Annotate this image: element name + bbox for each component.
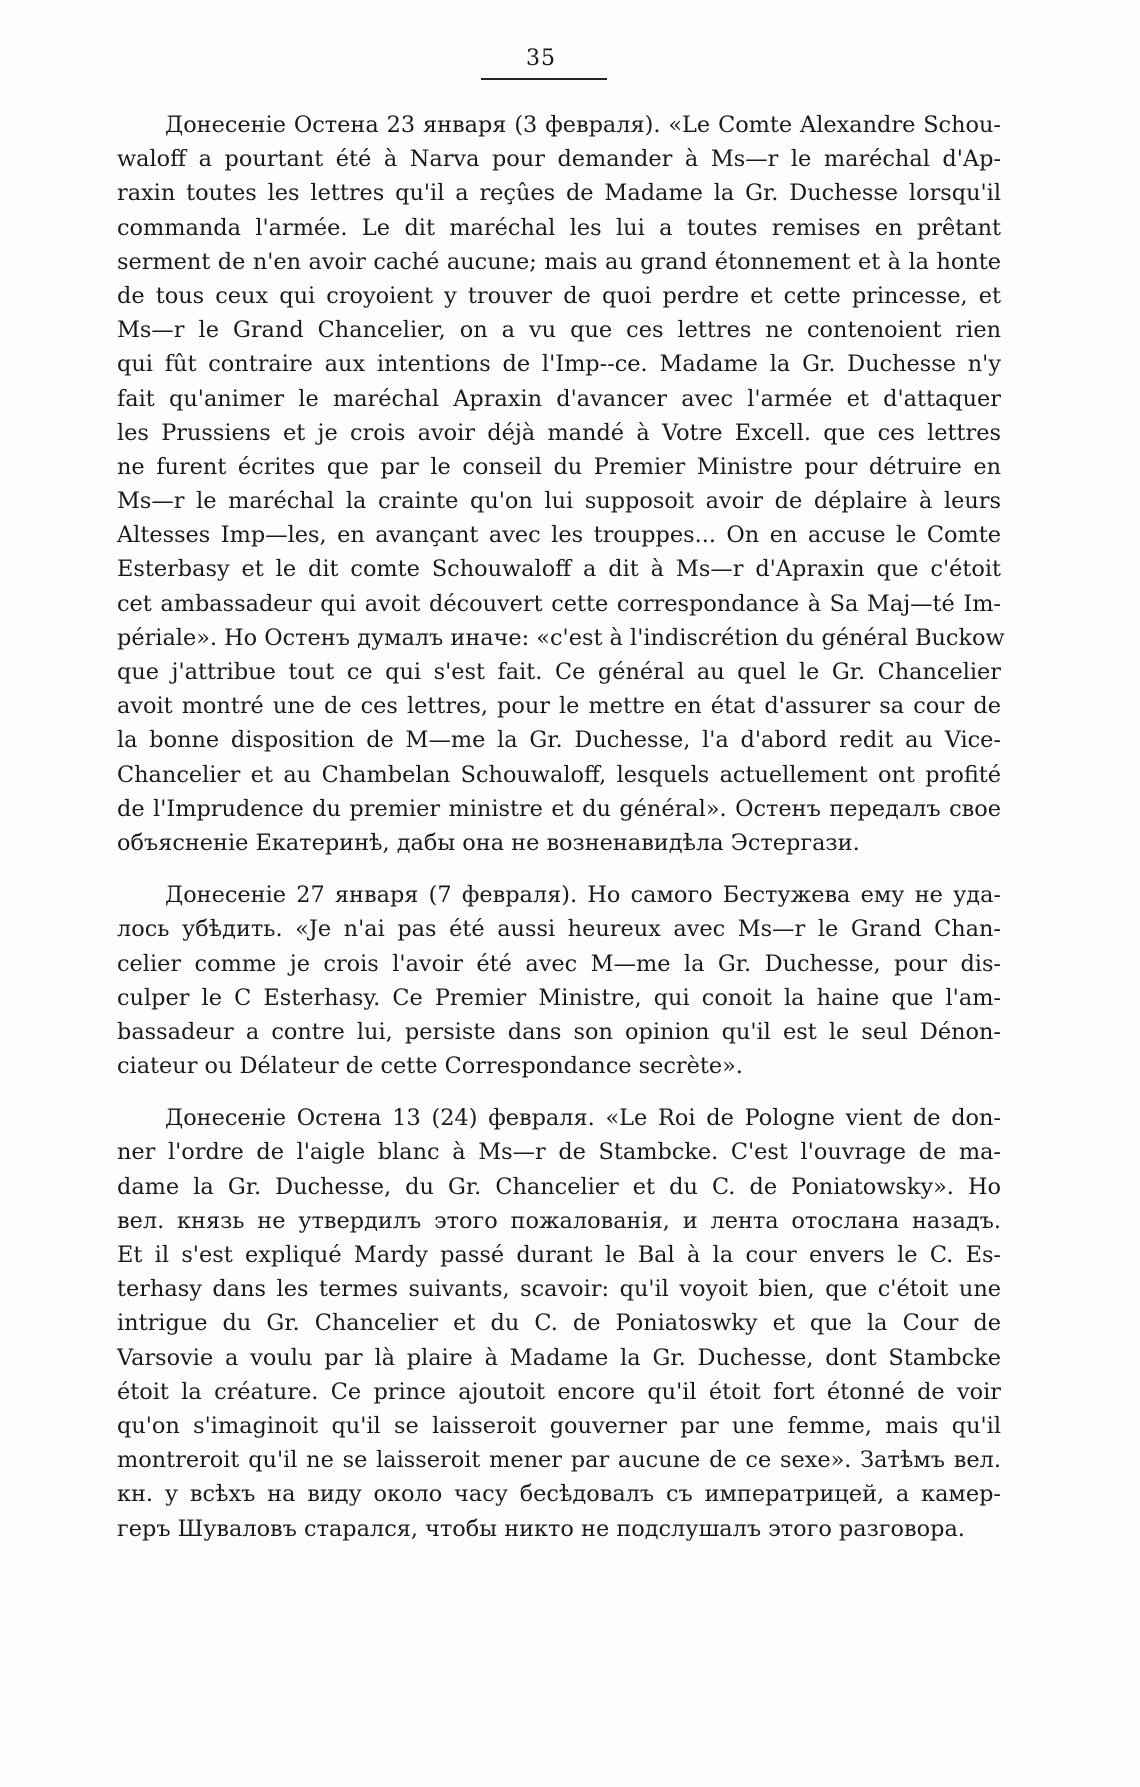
text-line: de tous ceux qui croyoient y trouver de quoi perdre et cette princesse, et — [117, 282, 1001, 309]
paragraph-gap — [117, 1083, 1001, 1101]
text-line: que j'attribue tout ce qui s'est fait. Ce général au quel le Gr. Chancelier — [117, 659, 1001, 685]
text-line: montreroit qu'il ne se laisseroit mener par aucune de ce sexe». Затѣмъ вел. — [117, 1447, 1001, 1474]
text-line: Ms—r le Grand Chancelier, on a vu que ces lettres ne contenoient rien — [117, 317, 1001, 344]
text-line: intrigue du Gr. Chancelier et du C. de Poniatoswky et que la Cour de — [117, 1310, 1001, 1337]
text-line: Донесеніе Остена 23 января (3 февраля). «Le Comte Alexandre Schou- — [165, 112, 1001, 138]
text-line: Донесеніе 27 января (7 февраля). Но самого Бестужева ему не уда- — [165, 882, 1001, 909]
paragraph-jan-27 — [117, 878, 1001, 1083]
text-line: raxin toutes les lettres qu'il a reçûes de Madame la Gr. Duchesse lorsqu'il — [117, 180, 1001, 207]
text-line: culper le C Esterhasy. Ce Premier Ministre, qui conoit la haine que l'am- — [117, 984, 1001, 1011]
text-line: périale». Но Остенъ думалъ иначе: «c'est à l'indiscrétion du général Buckow — [117, 624, 1005, 651]
text-line: Chancelier et au Chambelan Schouwaloff, lesquels actuellement ont profité — [117, 761, 1001, 788]
text-line: геръ Шуваловъ старался, чтобы никто не подслушалъ этого разговора. — [117, 1515, 965, 1542]
text-line: Altesses Imp—les, en avançant avec les trouppes... On en accuse le Comte — [117, 522, 1001, 549]
text-line: лось убѣдить. «Je n'ai pas été aussi heureux avec Ms—r le Grand Chan- — [117, 916, 1001, 943]
text-line: la bonne disposition de M—me la Gr. Duchesse, l'a d'abord redit au Vice- — [117, 727, 1001, 754]
text-line: вел. князь не утвердилъ этого пожалованія, и лента отослана назадъ. — [117, 1207, 1001, 1234]
text-line: кн. у всѣхъ на виду около часу бесѣдовалъ съ императрицей, а камер- — [117, 1481, 1001, 1508]
text-line: dame la Gr. Duchesse, du Gr. Chancelier et du C. de Poniatowsky». Но — [117, 1173, 1001, 1200]
text-line: qu'on s'imaginoit qu'il se laisseroit gouverner par une femme, mais qu'il — [117, 1412, 1001, 1439]
text-line: bassadeur a contre lui, persiste dans son opinion qu'il est le seul Dénon- — [117, 1018, 1001, 1045]
text-line: waloff a pourtant été à Narva pour demander à Ms—r le maréchal d'Ap- — [117, 146, 1001, 173]
page-number: 35 — [526, 46, 556, 71]
text-line: Донесеніе Остена 13 (24) февраля. «Le Roi de Pologne vient de don- — [165, 1105, 1001, 1132]
text-line: commanda l'armée. Le dit maréchal les lui a toutes remises en prêtant — [117, 214, 1001, 241]
text-line: étoit la créature. Ce prince ajoutoit encore qu'il étoit fort étonné de voir — [117, 1378, 1001, 1405]
text-line: qui fût contraire aux intentions de l'Imp--ce. Madame la Gr. Duchesse n'y — [117, 351, 1001, 378]
text-line: fait qu'animer le maréchal Apraxin d'avancer avec l'armée et d'attaquer — [117, 385, 1001, 412]
paragraph-osten-jan-23 — [117, 108, 1005, 860]
text-line: объясненіе Екатеринѣ, дабы она не возненавидѣла Эстергази. — [117, 829, 860, 856]
paragraph-osten-feb-13 — [117, 1101, 1001, 1545]
text-line: avoit montré une de ces lettres, pour le mettre en état d'assurer sa cour de — [117, 693, 1001, 720]
text-line: Esterbasy et le dit comte Schouwaloff a dit à Ms—r d'Apraxin que c'étoit — [117, 556, 1001, 583]
text-line: Et il s'est expliqué Mardy passé durant le Bal à la cour envers le C. Es- — [117, 1242, 1001, 1268]
text-line: de l'Imprudence du premier ministre et du général». Остенъ передалъ свое — [117, 795, 1001, 822]
text-line: Varsovie a voulu par là plaire à Madame la Gr. Duchesse, dont Stambcke — [117, 1344, 1001, 1371]
text-line: ner l'ordre de l'aigle blanc à Ms—r de Stambcke. C'est l'ouvrage de ma- — [117, 1139, 1001, 1166]
text-line: Ms—r le maréchal la crainte qu'on lui supposoit avoir de déplaire à leurs — [117, 488, 1001, 515]
paragraph-gap — [117, 860, 1001, 878]
text-line: serment de n'en avoir caché aucune; mais au grand étonnement et à la honte — [117, 248, 1001, 275]
text-line: les Prussiens et je crois avoir déjà mandé à Votre Excell. que ces lettres — [117, 419, 1001, 446]
text-line: ciateur ou Délateur de cette Correspondance secrète». — [117, 1053, 743, 1080]
text-line: terhasy dans les termes suivants, scavoir: qu'il voyoit bien, que c'étoit une — [117, 1276, 1001, 1303]
header-rule — [481, 78, 607, 80]
body-text — [117, 108, 1005, 1546]
text-line: ne furent écrites que par le conseil du Premier Ministre pour détruire en — [117, 453, 1001, 480]
text-line: cet ambassadeur qui avoit découvert cette correspondance à Sa Maj—té Im- — [117, 590, 1001, 617]
text-line: celier comme je crois l'avoir été avec M—me la Gr. Duchesse, pour dis- — [117, 950, 1001, 977]
